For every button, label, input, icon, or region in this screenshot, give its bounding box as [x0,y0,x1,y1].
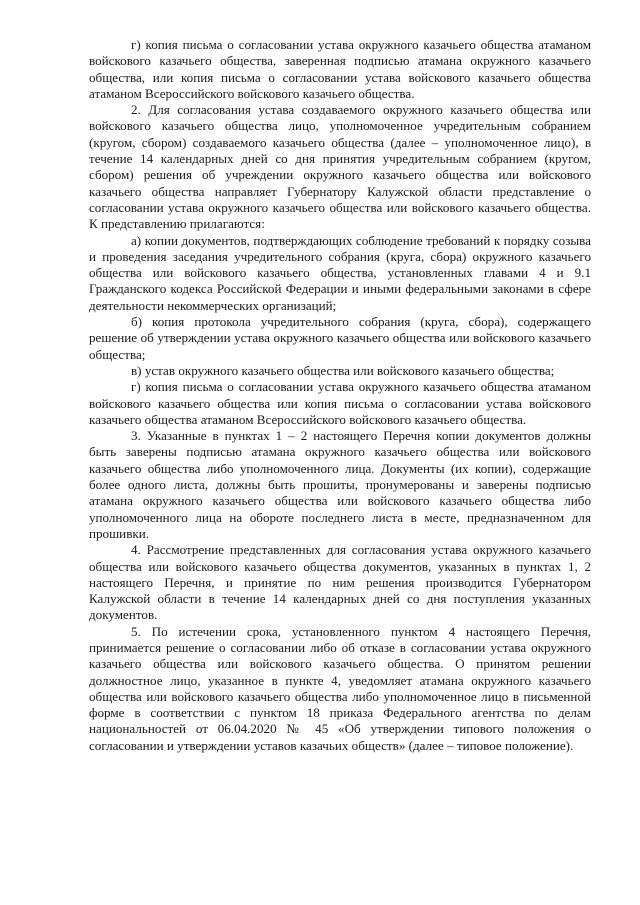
document-page [89,37,591,754]
paragraph-2v-charter: в) устав окружного казачьего общества или войскового казачьего общества; [131,362,555,378]
paragraph-1g-letter-copy: г) копия письма о согласовании устава окружного казачьего общества атаманом войскового казачьего общества, заверенная подписью атамана окружного казачьего общества, или копия письма о согласовании устава войскового казачьего общества атаманом Всероссийского войскового казачьего общества. [89,37,591,101]
paragraph-2-approval-submission: 2. Для согласования устава создаваемого окружного казачьего общества или войскового казачьего общества лицо, уполномоченное учредительным собранием (кругом, сбором) создаваемого казачьего общества (далее – уполномоченное лицо), в течение 14 календарных дней со дня принятия учредительным собранием (кругом, сбором) решения об учреждении окружного казачьего общества или войскового казачьего общества направляет Губернатору Калужской области представление о согласовании устава окружного казачьего общества или войскового казачьего общества. К представлению прилагаются: [89,102,591,232]
paragraph-5-decision: 5. По истечении срока, установленного пунктом 4 настоящего Перечня, принимается решение о согласовании либо об отказе в согласовании устава окружного казачьего общества или войскового казачьего общества. О принятом решении должностное лицо, указанное в пункте 4, уведомляет атамана окружного казачьего общества или войскового казачьего общества либо уполномоченное лицо в письменной форме в соответствии с пунктом 18 приказа Федерального агентства по делам национальностей от 06.04.2020 № 45 «Об утверждении типового положения о согласовании и утверждении уставов казачьих обществ» (далее – типовое положение). [89,623,591,753]
paragraph-2a-documents-copies: а) копии документов, подтверждающих соблюдение требований к порядку созыва и проведения заседания учредительного собрания (круга, сбора) окружного казачьего общества или войскового казачьего общества, установленных главами 4 и 9.1 Гражданского кодекса Российской Федерации и иными федеральными законами в сфере деятельности некоммерческих организаций; [89,232,591,313]
paragraph-4-review: 4. Рассмотрение представленных для согласования устава окружного казачьего общества или войскового казачьего общества документов, указанных в пунктах 1, 2 настоящего Перечня, и принятие по ним решения производится Губернатором Калужской области в течение 14 календарных дней со дня поступления указанных документов. [89,542,591,623]
paragraph-2b-protocol-copy: б) копия протокола учредительного собрания (круга, сбора), содержащего решение об утверждении устава окружного казачьего общества или войскового казачьего общества; [89,314,591,362]
paragraph-2g-letter-copy: г) копия письма о согласовании устава окружного казачьего общества атаманом войскового казачьего общества или копия письма о согласовании устава войскового казачьего общества атаманом Всероссийского войскового казачьего общества. [89,379,591,427]
paragraph-3-certification: 3. Указанные в пунктах 1 – 2 настоящего Перечня копии документов должны быть заверены подписью атамана окружного казачьего общества или войскового казачьего общества либо уполномоченного лица. Документы (их копии), содержащие более одного листа, должны быть прошиты, пронумерованы и заверены подписью атамана окружного казачьего общества или войскового казачьего общества либо уполномоченного лица на обороте последнего листа в месте, предназначенном для прошивки. [89,428,591,541]
